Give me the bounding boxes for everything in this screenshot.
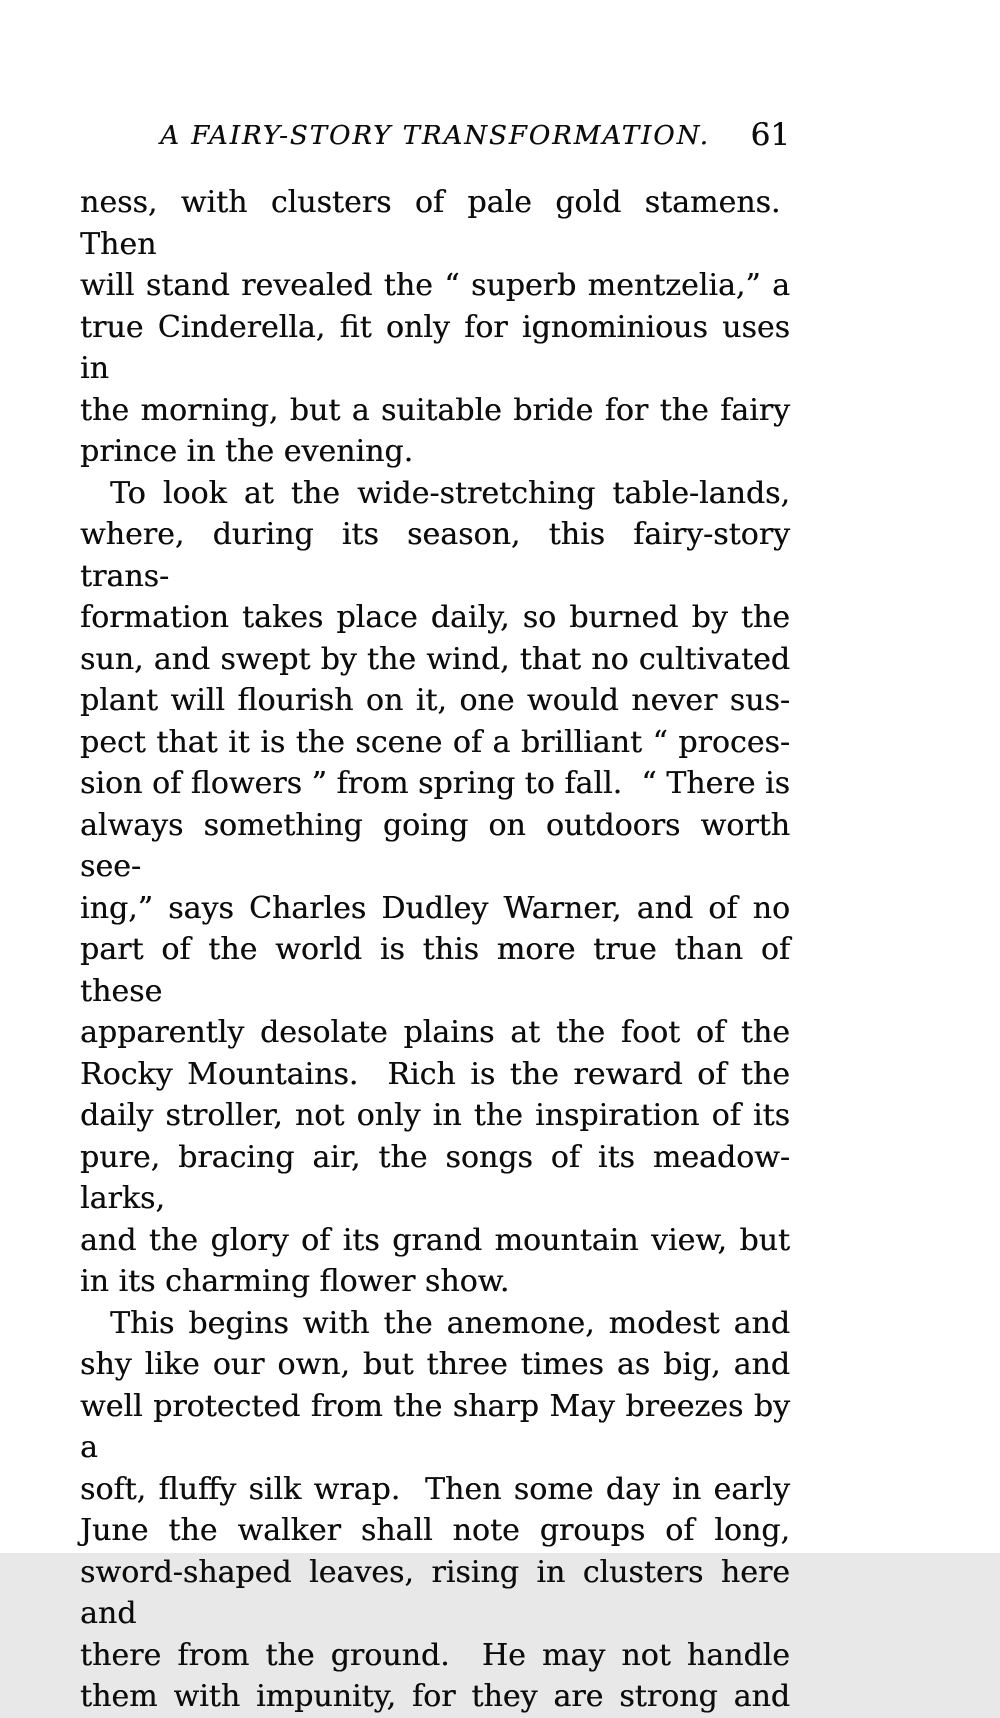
page-number: 61 (750, 117, 790, 153)
text-line: true Cinderella, fit only for ignominious uses in (80, 309, 790, 386)
text-line: in its charming flower show. (80, 1264, 510, 1299)
text-line: and the glory of its grand mountain view, but (80, 1222, 790, 1258)
text-line: daily stroller, not only in the inspiration of its (80, 1098, 790, 1133)
text-line: sun, and swept by the wind, that no cultivated (80, 641, 790, 677)
text-line: sion of flowers ” from spring to fall. “ There is (80, 766, 790, 801)
text-line: there from the ground. He may not handle (80, 1637, 790, 1673)
text-line: soft, fluffy silk wrap. Then some day in early (80, 1471, 790, 1507)
text-line: plant will flourish on it, one would never sus- (80, 683, 790, 718)
text-line: Rocky Mountains. Rich is the reward of the (80, 1056, 790, 1092)
text-line: part of the world is this more true than of these (80, 932, 790, 1009)
text-line: To look at the wide-stretching table-lands, (110, 475, 790, 511)
text-line: ing,” says Charles Dudley Warner, and of no (80, 890, 790, 926)
page-body (80, 182, 790, 1718)
text-line: sword-shaped leaves, rising in clusters here and (80, 1554, 790, 1631)
text-line: apparently desolate plains at the foot of the (80, 1015, 790, 1050)
text-line: pect that it is the scene of a brilliant “ proces- (80, 724, 790, 760)
text-line: shy like our own, but three times as big, and (80, 1347, 790, 1382)
text-line: This begins with the anemone, modest and (110, 1305, 790, 1341)
text-line: them with impunity, for they are strong and (80, 1679, 790, 1714)
text-line: the morning, but a suitable bride for the fairy (80, 392, 790, 428)
text-line: always something going on outdoors worth see- (80, 807, 790, 884)
text-line: well protected from the sharp May breezes by a (80, 1388, 790, 1465)
text-line: will stand revealed the “ superb mentzelia,” a (80, 268, 790, 303)
text-line: where, during its season, this fairy-story trans- (80, 517, 790, 594)
text-line: ness, with clusters of pale gold stamens. Then (80, 185, 790, 262)
text-line: formation takes place daily, so burned by the (80, 600, 790, 635)
page-header (80, 117, 790, 155)
running-title: A FAIRY-STORY TRANSFORMATION. (160, 121, 710, 151)
text-line: prince in the evening. (80, 434, 414, 469)
text-line: pure, bracing air, the songs of its meadow-larks, (80, 1139, 790, 1216)
text-line: June the walker shall note groups of long, (80, 1513, 790, 1548)
